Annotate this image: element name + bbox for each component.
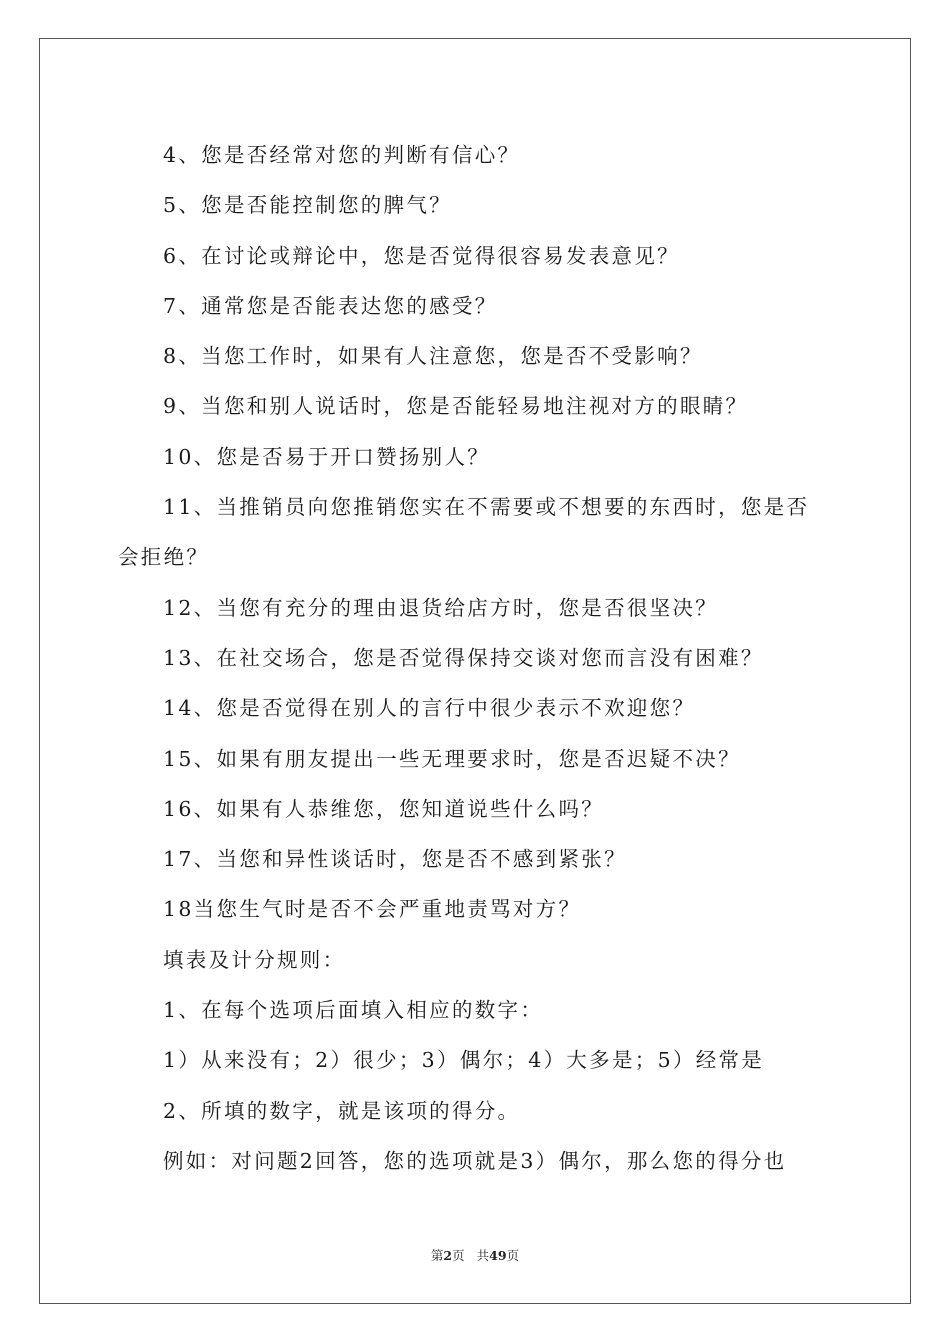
question-6: 6、在讨论或辩论中，您是否觉得很容易发表意见？ (163, 243, 680, 268)
footer-page-prefix: 第 (430, 1248, 444, 1263)
footer-total-pages: 49 (489, 1248, 507, 1263)
question-4: 4、您是否经常对您的判断有信心？ (163, 143, 521, 167)
page-footer (0, 1246, 950, 1264)
question-18: 18当您生气时是否不会严重地责骂对方？ (163, 897, 582, 922)
question-5: 5、您是否能控制您的脾气？ (163, 193, 452, 218)
footer-page-number: 2 (443, 1248, 453, 1263)
document-body (118, 130, 838, 1186)
question-11-line2: 会拒绝？ (118, 545, 210, 570)
question-11-line1: 11、当推销员向您推销您实在不需要或不想要的东西时，您是否 (163, 495, 810, 520)
question-12: 12、当您有充分的理由退货给店方时，您是否很坚决？ (163, 595, 719, 620)
rules-title: 填表及计分规则： (163, 947, 346, 972)
question-16: 16、如果有人恭维您，您知道说些什么吗？ (163, 796, 605, 821)
question-7: 7、通常您是否能表达您的感受？ (163, 293, 498, 318)
rule-item-1: 1、在每个选项后面填入相应的数字： (163, 998, 544, 1023)
question-8: 8、当您工作时，如果有人注意您，您是否不受影响？ (163, 344, 703, 369)
question-17: 17、当您和异性谈话时，您是否不感到紧张？ (163, 847, 627, 872)
question-13: 13、在社交场合，您是否觉得保持交谈对您而言没有困难？ (163, 645, 764, 670)
rule-example: 例如：对问题2回答，您的选项就是3）偶尔，那么您的得分也 (163, 1148, 787, 1173)
footer-page-suffix: 页 (452, 1248, 465, 1263)
question-10: 10、您是否易于开口赞扬别人？ (163, 444, 491, 469)
rule-options: 1）从来没有；2）很少；3）偶尔；4）大多是；5）经常是 (163, 1048, 765, 1073)
footer-total-prefix: 共 (476, 1248, 490, 1263)
footer-total-suffix: 页 (506, 1248, 520, 1263)
question-14: 14、您是否觉得在别人的言行中很少表示不欢迎您？ (163, 696, 696, 721)
question-15: 15、如果有朋友提出一些无理要求时，您是否迟疑不决？ (163, 746, 741, 771)
question-9: 9、当您和别人说话时，您是否能轻易地注视对方的眼睛？ (163, 394, 749, 419)
rule-item-2: 2、所填的数字，就是该项的得分。 (163, 1098, 521, 1123)
